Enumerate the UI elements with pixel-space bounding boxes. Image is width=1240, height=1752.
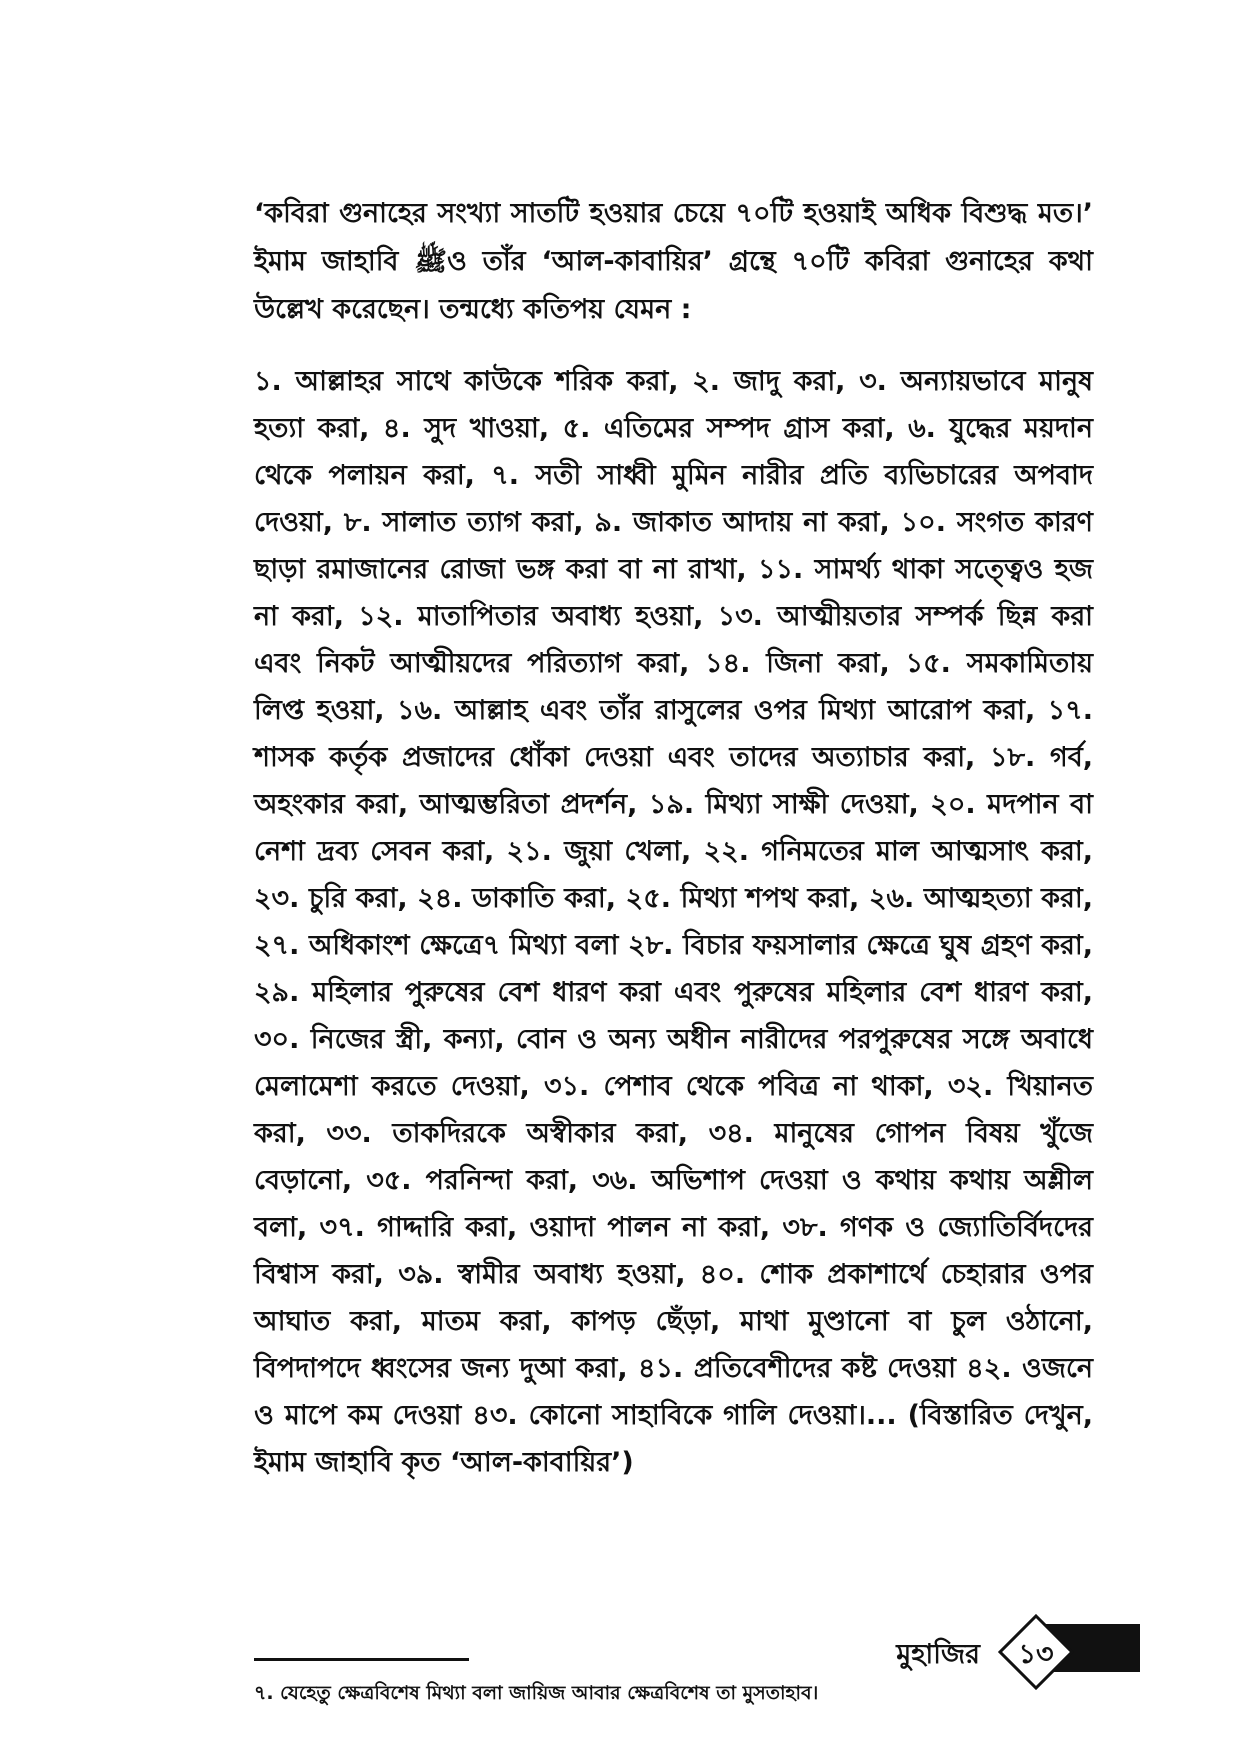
running-footer xyxy=(870,1614,1140,1690)
footnote: ৭. যেহেতু ক্ষেত্রবিশেষ মিথ্যা বলা জায়িজ আবার ক্ষেত্রবিশেষ তা মুসতাহাব। xyxy=(254,1682,819,1704)
page-number: ১৩ xyxy=(1018,1639,1054,1670)
major-sins-list-paragraph: ১. আল্লাহর সাথে কাউকে শরিক করা, ২. জাদু করা, ৩. অন্যায়ভাবে মানুষ হত্যা করা, ৪. সুদ খাওয়া, ৫. এতিমের সম্পদ গ্রাস করা, ৬. যুদ্ধের ময়দান থেকে পলায়ন করা, ৭. সতী সাধ্বী মুমিন নারীর প্রতি ব্যভিচারের অপবাদ দেওয়া, ৮. সালাত ত্যাগ করা, ৯. জাকাত আদায় না করা, ১০. সংগত কারণ ছাড়া রমাজানের রোজা ভঙ্গ করা বা না রাখা, ১১. সামর্থ্য থাকা সত্ত্বেও হজ না করা, ১২. মাতাপিতার অবাধ্য হওয়া, ১৩. আত্মীয়তার সম্পর্ক ছিন্ন করা এবং নিকট আত্মীয়দের পরিত্যাগ করা, ১৪. জিনা করা, ১৫. সমকামিতায় লিপ্ত হওয়া, ১৬. আল্লাহ এবং তাঁর রাসুলের ওপর মিথ্যা আরোপ করা, ১৭. শাসক কর্তৃক প্রজাদের ধোঁকা দেওয়া এবং তাদের অত্যাচার করা, ১৮. গর্ব, অহংকার করা, আত্মম্ভরিতা প্রদর্শন, ১৯. মিথ্যা সাক্ষী দেওয়া, ২০. মদপান বা নেশা দ্রব্য সেবন করা, ২১. জুয়া খেলা, ২২. গনিমতের মাল আত্মসাৎ করা, ২৩. চুরি করা, ২৪. ডাকাতি করা, ২৫. মিথ্যা শপথ করা, ২৬. আত্মহত্যা করা, ২৭. অধিকাংশ ক্ষেত্রে৭ মিথ্যা বলা ২৮. বিচার ফয়সালার ক্ষেত্রে ঘুষ গ্রহণ করা, ২৯. মহিলার পুরুষের বেশ ধারণ করা এবং পুরুষের মহিলার বেশ ধারণ করা, ৩০. নিজের স্ত্রী, কন্যা, বোন ও অন্য অধীন নারীদের পরপুরুষের সঙ্গে অবাধে মেলামেশা করতে দেওয়া, ৩১. পেশাব থেকে পবিত্র না থাকা, ৩২. খিয়ানত করা, ৩৩. তাকদিরকে অস্বীকার করা, ৩৪. মানুষের গোপন বিষয় খুঁজে বেড়ানো, ৩৫. পরনিন্দা করা, ৩৬. অভিশাপ দেওয়া ও কথায় কথায় অশ্লীল বলা, ৩৭. গাদ্দারি করা, ওয়াদা পালন না করা, ৩৮. গণক ও জ্যোতির্বিদদের বিশ্বাস করা, ৩৯. স্বামীর অবাধ্য হওয়া, ৪০. শোক প্রকাশার্থে চেহারার ওপর আঘাত করা, মাতম করা, কাপড় ছেঁড়া, মাথা মুণ্ডানো বা চুল ওঠানো, বিপদাপদে ধ্বংসের জন্য দুআ করা, ৪১. প্রতিবেশীদের কষ্ট দেওয়া ৪২. ওজনে ও মাপে কম দেওয়া ৪৩. কোনো সাহাবিকে গালি দেওয়া।... (বিস্তারিত দেখুন, ইমাম জাহাবি কৃত ‘আল-কাবায়ির’) xyxy=(254,366,1093,1478)
intro-paragraph: ‘কবিরা গুনাহের সংখ্যা সাতটি হওয়ার চেয়ে ৭০টি হওয়াই অধিক বিশুদ্ধ মত।’ ইমাম জাহাবি ﷺও তাঁর ‘আল-কাবায়ির’ গ্রন্থে ৭০টি কবিরা গুনাহের কথা উল্লেখ করেছেন। তন্মধ্যে কতিপয় যেমন : xyxy=(254,198,1093,325)
footnote-divider xyxy=(254,1658,469,1661)
book-title: মুহাজির xyxy=(896,1639,980,1670)
